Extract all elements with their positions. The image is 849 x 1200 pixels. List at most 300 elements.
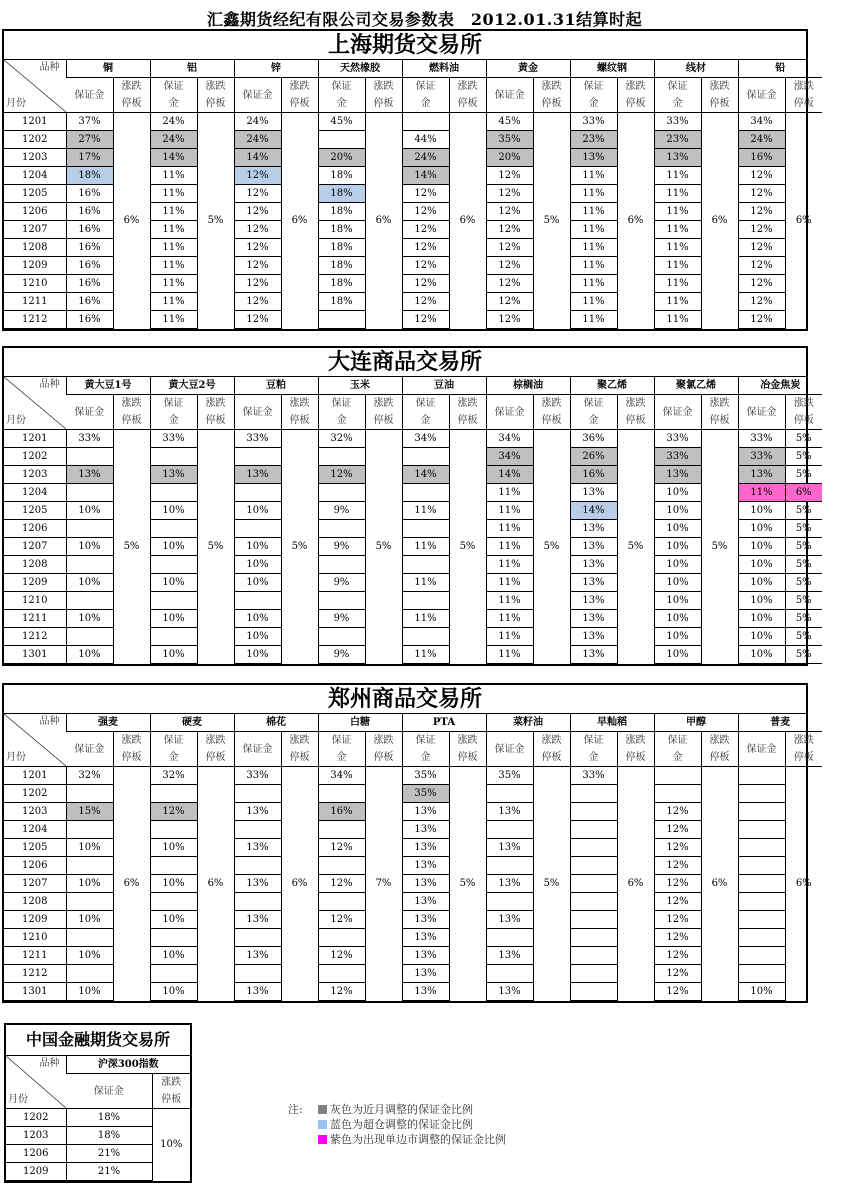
limit-cell: 7%: [365, 767, 402, 1001]
margin-cell: [654, 785, 701, 803]
margin-cell: 12%: [486, 293, 533, 311]
margin-cell: 12%: [654, 965, 701, 983]
margin-cell: 10%: [150, 947, 197, 965]
margin-header: 保证 金: [570, 78, 617, 113]
margin-cell: 13%: [234, 983, 281, 1001]
margin-cell: 10%: [66, 983, 113, 1001]
margin-cell: [318, 131, 365, 149]
margin-cell: 33%: [570, 113, 617, 131]
margin-cell: [318, 448, 365, 466]
margin-cell: 21%: [66, 1163, 152, 1181]
margin-cell: 11%: [486, 520, 533, 538]
margin-cell: [318, 556, 365, 574]
limit-cell: 6%: [617, 767, 654, 1001]
margin-cell: 20%: [318, 149, 365, 167]
margin-cell: 12%: [234, 203, 281, 221]
margin-cell: 23%: [654, 131, 701, 149]
margin-cell: 12%: [486, 275, 533, 293]
margin-header: 保证 金: [150, 732, 197, 767]
margin-cell: 13%: [402, 821, 449, 839]
margin-cell: 12%: [738, 275, 785, 293]
margin-cell: [318, 965, 365, 983]
limit-header: 涨跌 停板: [365, 732, 402, 767]
limit-header: 涨跌 停板: [701, 395, 738, 430]
margin-cell: [738, 839, 785, 857]
margin-cell: 11%: [654, 239, 701, 257]
margin-cell: 10%: [234, 502, 281, 520]
margin-cell: [150, 785, 197, 803]
product-name: 锌: [234, 60, 318, 78]
product-name: 棕榈油: [486, 377, 570, 395]
month-label: 1301: [4, 646, 66, 664]
margin-cell: 18%: [66, 167, 113, 185]
margin-cell: 12%: [654, 803, 701, 821]
margin-cell: 12%: [738, 257, 785, 275]
month-label: 1207: [4, 221, 66, 239]
margin-cell: 13%: [150, 466, 197, 484]
limit-header: 涨跌 停板: [617, 78, 654, 113]
margin-cell: 33%: [654, 448, 701, 466]
gray-swatch-icon: [318, 1105, 327, 1114]
limit-cell: 6%: [617, 113, 654, 329]
month-label: 1203: [4, 466, 66, 484]
margin-cell: 23%: [570, 131, 617, 149]
limit-header: 涨跌 停板: [449, 395, 486, 430]
margin-cell: 12%: [654, 929, 701, 947]
margin-cell: 11%: [402, 502, 449, 520]
limit-cell: 6%: [281, 113, 318, 329]
margin-cell: 14%: [570, 502, 617, 520]
margin-cell: 10%: [738, 502, 785, 520]
margin-cell: 12%: [318, 466, 365, 484]
margin-cell: 13%: [402, 911, 449, 929]
limit-header: 涨跌 停板: [533, 395, 570, 430]
margin-cell: 11%: [150, 185, 197, 203]
limit-cell: 6%: [701, 113, 738, 329]
margin-cell: 12%: [654, 893, 701, 911]
margin-cell: 16%: [66, 311, 113, 329]
margin-cell: 18%: [66, 1127, 152, 1145]
margin-cell: 32%: [66, 767, 113, 785]
margin-cell: 9%: [318, 502, 365, 520]
limit-header: 涨跌 停板: [701, 732, 738, 767]
margin-cell: 10%: [66, 947, 113, 965]
margin-cell: [234, 448, 281, 466]
margin-cell: 12%: [402, 275, 449, 293]
margin-cell: [402, 113, 449, 131]
legend-lead: 注:: [288, 1103, 303, 1116]
month-label: 1212: [4, 311, 66, 329]
margin-header: 保证 金: [402, 78, 449, 113]
margin-cell: 11%: [486, 628, 533, 646]
product-name: 早籼稻: [570, 714, 654, 732]
margin-cell: 13%: [654, 466, 701, 484]
margin-cell: 13%: [486, 875, 533, 893]
margin-cell: 11%: [486, 592, 533, 610]
margin-cell: [66, 785, 113, 803]
margin-cell: 10%: [738, 538, 785, 556]
margin-cell: 12%: [738, 293, 785, 311]
product-name: 强麦: [66, 714, 150, 732]
margin-cell: 12%: [654, 983, 701, 1001]
limit-header: 涨跌 停板: [281, 78, 318, 113]
margin-cell: 10%: [66, 538, 113, 556]
margin-cell: 13%: [486, 839, 533, 857]
margin-cell: 13%: [402, 893, 449, 911]
margin-cell: 11%: [486, 556, 533, 574]
margin-cell: 14%: [234, 149, 281, 167]
margin-cell: 36%: [570, 430, 617, 448]
margin-cell: [234, 520, 281, 538]
limit-header: 涨跌 停板: [449, 732, 486, 767]
margin-header: 保证 金: [318, 78, 365, 113]
exchange-shfe: [2, 29, 814, 331]
limit-header: 涨跌 停板: [365, 78, 402, 113]
limit-cell: 5%: [785, 592, 822, 610]
margin-cell: [570, 947, 617, 965]
margin-cell: 10%: [654, 502, 701, 520]
margin-cell: [318, 857, 365, 875]
margin-cell: 13%: [234, 466, 281, 484]
month-label: 1212: [4, 628, 66, 646]
month-label: 1206: [6, 1145, 66, 1163]
margin-cell: 11%: [150, 221, 197, 239]
margin-cell: [66, 821, 113, 839]
exchange-name: 中国金融期货交易所: [6, 1025, 190, 1056]
margin-cell: [570, 857, 617, 875]
margin-cell: [234, 785, 281, 803]
limit-header: 涨跌 停板: [365, 395, 402, 430]
limit-header: 涨跌 停板: [113, 395, 150, 430]
margin-cell: 13%: [486, 947, 533, 965]
margin-cell: 10%: [234, 538, 281, 556]
margin-cell: [738, 875, 785, 893]
margin-cell: [318, 929, 365, 947]
month-label: 1202: [4, 131, 66, 149]
limit-header: 涨跌 停板: [197, 78, 234, 113]
margin-cell: 9%: [318, 574, 365, 592]
product-name: 黄金: [486, 60, 570, 78]
limit-cell: 6%: [785, 484, 822, 502]
margin-header: 保证 金: [318, 732, 365, 767]
legend-text: 灰色为近月调整的保证金比例: [330, 1103, 473, 1116]
margin-header: 保证 金: [402, 395, 449, 430]
margin-cell: 11%: [570, 203, 617, 221]
limit-cell: 5%: [785, 628, 822, 646]
margin-cell: [738, 929, 785, 947]
month-label: 1201: [4, 767, 66, 785]
margin-cell: 11%: [150, 293, 197, 311]
margin-cell: 10%: [654, 520, 701, 538]
margin-table: [4, 60, 822, 329]
product-name: 黄大豆2号: [150, 377, 234, 395]
margin-cell: 16%: [66, 221, 113, 239]
margin-cell: 11%: [654, 275, 701, 293]
month-label: 1301: [4, 983, 66, 1001]
margin-cell: 11%: [402, 538, 449, 556]
margin-cell: [570, 821, 617, 839]
month-label: 1201: [4, 113, 66, 131]
margin-cell: 33%: [150, 430, 197, 448]
margin-cell: 11%: [150, 311, 197, 329]
exchange-cffex: [4, 1023, 192, 1183]
margin-cell: 24%: [738, 131, 785, 149]
margin-cell: 18%: [318, 239, 365, 257]
margin-cell: [570, 929, 617, 947]
month-label: 1201: [4, 430, 66, 448]
margin-header: 保证金: [738, 78, 785, 113]
margin-cell: [318, 628, 365, 646]
margin-cell: 11%: [654, 311, 701, 329]
margin-header: 保证 金: [150, 78, 197, 113]
margin-cell: 11%: [570, 275, 617, 293]
margin-cell: [234, 965, 281, 983]
margin-cell: 9%: [318, 610, 365, 628]
margin-cell: 10%: [654, 556, 701, 574]
margin-cell: 33%: [66, 430, 113, 448]
limit-cell: 5%: [617, 430, 654, 664]
margin-cell: 16%: [66, 293, 113, 311]
margin-cell: 33%: [234, 767, 281, 785]
product-name: 天然橡胶: [318, 60, 402, 78]
margin-cell: 12%: [738, 311, 785, 329]
margin-cell: 12%: [234, 221, 281, 239]
month-label: 1206: [4, 203, 66, 221]
margin-cell: [486, 965, 533, 983]
margin-cell: 12%: [738, 185, 785, 203]
month-label: 1210: [4, 592, 66, 610]
limit-header: 涨跌 停板: [785, 732, 822, 767]
margin-header: 保证金: [66, 78, 113, 113]
margin-cell: 27%: [66, 131, 113, 149]
margin-cell: 11%: [486, 538, 533, 556]
margin-cell: 12%: [234, 167, 281, 185]
product-name: 沪深300指数: [66, 1056, 190, 1074]
margin-cell: 13%: [402, 839, 449, 857]
margin-cell: [486, 893, 533, 911]
margin-cell: 10%: [234, 646, 281, 664]
margin-header: 保证金: [234, 78, 281, 113]
limit-header: 涨跌 停板: [197, 395, 234, 430]
margin-cell: 18%: [318, 293, 365, 311]
margin-cell: [66, 628, 113, 646]
margin-header: 保证 金: [654, 78, 701, 113]
product-name: PTA: [402, 714, 486, 732]
month-label: 1203: [6, 1127, 66, 1145]
product-name: 豆油: [402, 377, 486, 395]
limit-header: 涨跌 停板: [617, 732, 654, 767]
margin-cell: 13%: [570, 574, 617, 592]
margin-cell: [654, 767, 701, 785]
product-name: 聚氯乙烯: [654, 377, 738, 395]
product-name: 铝: [150, 60, 234, 78]
margin-header: 保证 金: [654, 732, 701, 767]
month-label: 1202: [4, 785, 66, 803]
margin-cell: [738, 785, 785, 803]
margin-cell: 12%: [738, 239, 785, 257]
margin-cell: 13%: [234, 875, 281, 893]
margin-header: 保证金: [66, 395, 113, 430]
month-label: 1204: [4, 484, 66, 502]
margin-cell: 11%: [150, 167, 197, 185]
margin-cell: 17%: [66, 149, 113, 167]
margin-cell: 14%: [402, 167, 449, 185]
margin-table: [4, 714, 822, 1001]
margin-cell: 13%: [654, 149, 701, 167]
margin-cell: 11%: [486, 610, 533, 628]
margin-cell: 12%: [486, 185, 533, 203]
margin-cell: 13%: [570, 556, 617, 574]
margin-cell: 34%: [402, 430, 449, 448]
blue-swatch-icon: [318, 1120, 327, 1129]
margin-cell: [66, 520, 113, 538]
margin-header: 保证 金: [570, 395, 617, 430]
margin-cell: 12%: [654, 875, 701, 893]
margin-cell: 20%: [486, 149, 533, 167]
margin-header: 保证金: [66, 732, 113, 767]
limit-header: 涨跌 停板: [785, 78, 822, 113]
margin-table: [4, 377, 822, 664]
purple-swatch-icon: [318, 1135, 327, 1144]
limit-cell: 5%: [785, 610, 822, 628]
margin-cell: [486, 857, 533, 875]
margin-cell: 18%: [318, 257, 365, 275]
month-label: 1211: [4, 293, 66, 311]
margin-cell: 10%: [234, 610, 281, 628]
margin-cell: 11%: [654, 167, 701, 185]
corner-month-label: 月份: [6, 752, 26, 763]
margin-cell: 16%: [66, 203, 113, 221]
margin-cell: 24%: [234, 113, 281, 131]
margin-cell: 13%: [570, 538, 617, 556]
margin-cell: 10%: [738, 628, 785, 646]
margin-cell: [738, 767, 785, 785]
product-name: 线材: [654, 60, 738, 78]
margin-cell: 11%: [570, 293, 617, 311]
margin-cell: [402, 448, 449, 466]
margin-cell: 44%: [402, 131, 449, 149]
margin-cell: [738, 803, 785, 821]
margin-cell: [66, 484, 113, 502]
margin-header: 保证金: [654, 395, 701, 430]
month-label: 1205: [4, 185, 66, 203]
limit-cell: 6%: [449, 113, 486, 329]
margin-cell: 11%: [570, 185, 617, 203]
margin-cell: 12%: [654, 821, 701, 839]
margin-cell: 13%: [570, 610, 617, 628]
exchange-name: 郑州商品交易所: [4, 685, 806, 714]
exchange-name: 大连商品交易所: [4, 348, 806, 377]
margin-cell: 11%: [402, 646, 449, 664]
margin-cell: 15%: [66, 803, 113, 821]
margin-cell: 13%: [486, 983, 533, 1001]
product-name: 普麦: [738, 714, 822, 732]
margin-cell: 10%: [150, 610, 197, 628]
month-label: 1212: [4, 965, 66, 983]
limit-header: 涨跌 停板: [281, 732, 318, 767]
corner-product-label: 品种: [39, 1058, 60, 1069]
margin-cell: [402, 628, 449, 646]
corner-product-label: 品种: [39, 62, 60, 73]
limit-cell: 5%: [449, 430, 486, 664]
margin-cell: [570, 785, 617, 803]
margin-header: 保证 金: [150, 395, 197, 430]
legend-text: 紫色为出现单边市调整的保证金比例: [330, 1133, 506, 1146]
margin-cell: 32%: [318, 430, 365, 448]
margin-cell: [234, 821, 281, 839]
limit-cell: 5%: [449, 767, 486, 1001]
limit-cell: 10%: [152, 1109, 190, 1181]
margin-cell: [486, 821, 533, 839]
month-label: 1210: [4, 929, 66, 947]
margin-cell: 16%: [738, 149, 785, 167]
limit-cell: 5%: [785, 556, 822, 574]
margin-cell: 16%: [570, 466, 617, 484]
limit-header: 涨跌 停板: [617, 395, 654, 430]
margin-cell: 13%: [402, 875, 449, 893]
limit-cell: 5%: [533, 767, 570, 1001]
margin-cell: 10%: [654, 484, 701, 502]
month-label: 1207: [4, 538, 66, 556]
product-name: 白糖: [318, 714, 402, 732]
margin-cell: 13%: [402, 983, 449, 1001]
margin-cell: 12%: [318, 875, 365, 893]
margin-cell: 21%: [66, 1145, 152, 1163]
margin-cell: 12%: [234, 239, 281, 257]
margin-cell: [234, 592, 281, 610]
margin-cell: 10%: [150, 983, 197, 1001]
margin-cell: 34%: [738, 113, 785, 131]
margin-cell: 12%: [738, 167, 785, 185]
margin-cell: 10%: [150, 839, 197, 857]
limit-cell: 6%: [785, 767, 822, 1001]
margin-cell: 10%: [66, 646, 113, 664]
month-label: 1209: [4, 574, 66, 592]
corner-product-label: 品种: [39, 716, 60, 727]
margin-cell: 10%: [66, 610, 113, 628]
margin-cell: 10%: [150, 574, 197, 592]
margin-cell: 33%: [738, 430, 785, 448]
margin-cell: 11%: [654, 203, 701, 221]
margin-cell: 12%: [402, 203, 449, 221]
margin-cell: 13%: [402, 965, 449, 983]
margin-cell: 10%: [66, 502, 113, 520]
margin-cell: 10%: [654, 646, 701, 664]
corner-cell: [4, 377, 66, 430]
margin-cell: 32%: [150, 767, 197, 785]
margin-cell: 14%: [486, 466, 533, 484]
margin-cell: 10%: [738, 520, 785, 538]
margin-cell: 12%: [318, 983, 365, 1001]
limit-cell: 5%: [533, 113, 570, 329]
limit-cell: 5%: [785, 466, 822, 484]
month-label: 1209: [4, 911, 66, 929]
product-name: 硬麦: [150, 714, 234, 732]
margin-cell: 37%: [66, 113, 113, 131]
margin-cell: 35%: [402, 767, 449, 785]
margin-cell: [318, 893, 365, 911]
margin-cell: [318, 520, 365, 538]
margin-cell: 33%: [570, 767, 617, 785]
margin-cell: 12%: [234, 275, 281, 293]
limit-header: 涨跌 停板: [113, 732, 150, 767]
margin-cell: 13%: [234, 803, 281, 821]
margin-cell: [738, 911, 785, 929]
margin-cell: 24%: [402, 149, 449, 167]
margin-cell: 12%: [654, 839, 701, 857]
margin-cell: 12%: [402, 293, 449, 311]
margin-cell: [738, 965, 785, 983]
